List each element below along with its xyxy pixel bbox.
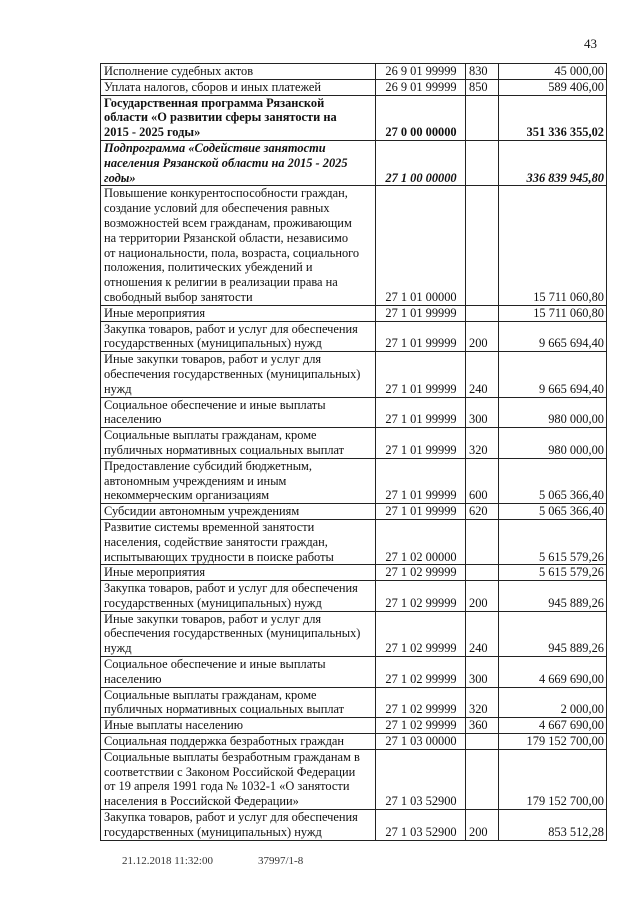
row-code: 27 1 00 00000: [376, 140, 466, 185]
row-type: [466, 305, 499, 321]
row-type: [466, 734, 499, 750]
row-code: 27 1 01 99999: [376, 321, 466, 352]
row-description: Социальные выплаты гражданам, кроме публичных нормативных социальных выплат: [101, 428, 376, 459]
row-amount: 351 336 355,02: [499, 95, 607, 140]
row-code: 27 1 02 99999: [376, 718, 466, 734]
row-type: 320: [466, 687, 499, 718]
row-type: 300: [466, 397, 499, 428]
table-row: [101, 687, 607, 718]
row-code: 27 1 01 99999: [376, 397, 466, 428]
row-type: 300: [466, 657, 499, 688]
row-description: Повышение конкурентоспособности граждан, создание условий для обеспечения равных возможностей всем гражданам, проживающим на территории Рязанской области, независимо от национальности, пола, возраста, социального положения, политических убеждений и отношения к религии в реализации права на свободный выбор занятости: [101, 186, 376, 305]
row-description: Социальные выплаты безработным гражданам в соответствии с Законом Российской Федерации от 19 апреля 1991 года № 1032-1 «О занятости населения в Российской Федерации»: [101, 749, 376, 809]
row-amount: 15 711 060,80: [499, 305, 607, 321]
row-type: 200: [466, 321, 499, 352]
row-description: Иные мероприятия: [101, 565, 376, 581]
row-amount: 15 711 060,80: [499, 186, 607, 305]
row-description: Социальные выплаты гражданам, кроме публичных нормативных социальных выплат: [101, 687, 376, 718]
row-amount: 5 615 579,26: [499, 565, 607, 581]
row-amount: 853 512,28: [499, 810, 607, 841]
table-row: [101, 749, 607, 809]
row-code: 27 1 02 99999: [376, 565, 466, 581]
row-type: 320: [466, 428, 499, 459]
row-amount: 179 152 700,00: [499, 734, 607, 750]
row-description: Государственная программа Рязанской области «О развитии сферы занятости на 2015 - 2025 годы»: [101, 95, 376, 140]
row-type: 600: [466, 458, 499, 503]
row-type: [466, 519, 499, 564]
table-row: [101, 305, 607, 321]
table-row: [101, 810, 607, 841]
footer-timestamp: 21.12.2018 11:32:00: [122, 855, 213, 867]
table-row: [101, 611, 607, 656]
footer-document-id: 37997/1-8: [258, 855, 304, 867]
row-amount: 945 889,26: [499, 611, 607, 656]
table-row-program: [101, 95, 607, 140]
row-code: 27 1 03 52900: [376, 749, 466, 809]
table-row: [101, 718, 607, 734]
table-row: [101, 397, 607, 428]
row-code: 27 1 02 99999: [376, 581, 466, 612]
row-code: 27 1 02 99999: [376, 657, 466, 688]
row-amount: 45 000,00: [499, 64, 607, 80]
table-row-subprogram: [101, 140, 607, 185]
row-type: 620: [466, 504, 499, 520]
row-code: 27 1 02 99999: [376, 611, 466, 656]
row-type: 200: [466, 810, 499, 841]
row-amount: 9 665 694,40: [499, 352, 607, 397]
row-amount: 980 000,00: [499, 428, 607, 459]
table-row: [101, 581, 607, 612]
row-code: 27 1 01 99999: [376, 305, 466, 321]
row-amount: 4 667 690,00: [499, 718, 607, 734]
row-code: 27 1 01 99999: [376, 428, 466, 459]
row-code: 27 1 02 99999: [376, 687, 466, 718]
table-row: [101, 64, 607, 80]
row-code: 27 1 03 00000: [376, 734, 466, 750]
row-code: 27 1 02 00000: [376, 519, 466, 564]
row-description: Иные закупки товаров, работ и услуг для обеспечения государственных (муниципальных) нужд: [101, 352, 376, 397]
row-description: Социальное обеспечение и иные выплаты населению: [101, 397, 376, 428]
row-code: 26 9 01 99999: [376, 79, 466, 95]
table-row: [101, 519, 607, 564]
row-amount: 336 839 945,80: [499, 140, 607, 185]
row-type: [466, 95, 499, 140]
row-code: 26 9 01 99999: [376, 64, 466, 80]
table-row: [101, 352, 607, 397]
row-type: 240: [466, 611, 499, 656]
row-description: Иные мероприятия: [101, 305, 376, 321]
row-description: Закупка товаров, работ и услуг для обеспечения государственных (муниципальных) нужд: [101, 581, 376, 612]
table-row: [101, 186, 607, 305]
table-row: [101, 657, 607, 688]
row-description: Подпрограмма «Содействие занятости населения Рязанской области на 2015 - 2025 годы»: [101, 140, 376, 185]
row-type: [466, 565, 499, 581]
row-amount: 4 669 690,00: [499, 657, 607, 688]
row-amount: 589 406,00: [499, 79, 607, 95]
row-amount: 9 665 694,40: [499, 321, 607, 352]
row-amount: 5 065 366,40: [499, 458, 607, 503]
table-row: [101, 565, 607, 581]
row-code: 27 1 01 99999: [376, 352, 466, 397]
row-amount: 2 000,00: [499, 687, 607, 718]
row-type: 200: [466, 581, 499, 612]
table-row: [101, 734, 607, 750]
row-amount: 179 152 700,00: [499, 749, 607, 809]
row-description: Социальная поддержка безработных граждан: [101, 734, 376, 750]
row-type: [466, 749, 499, 809]
page-number: 43: [584, 36, 597, 51]
row-description: Субсидии автономным учреждениям: [101, 504, 376, 520]
row-description: Социальное обеспечение и иные выплаты населению: [101, 657, 376, 688]
row-type: [466, 186, 499, 305]
row-amount: 945 889,26: [499, 581, 607, 612]
row-amount: 5 065 366,40: [499, 504, 607, 520]
row-description: Исполнение судебных актов: [101, 64, 376, 80]
row-type: 240: [466, 352, 499, 397]
row-code: 27 1 01 99999: [376, 458, 466, 503]
table-row: [101, 79, 607, 95]
row-description: Уплата налогов, сборов и иных платежей: [101, 79, 376, 95]
table-row: [101, 321, 607, 352]
row-code: 27 1 01 00000: [376, 186, 466, 305]
row-description: Развитие системы временной занятости населения, содействие занятости граждан, испытывающих трудности в поиске работы: [101, 519, 376, 564]
row-description: Иные закупки товаров, работ и услуг для обеспечения государственных (муниципальных) нужд: [101, 611, 376, 656]
row-amount: 5 615 579,26: [499, 519, 607, 564]
row-description: Иные выплаты населению: [101, 718, 376, 734]
table-row: [101, 428, 607, 459]
row-type: 360: [466, 718, 499, 734]
row-amount: 980 000,00: [499, 397, 607, 428]
table-row: [101, 504, 607, 520]
row-description: Закупка товаров, работ и услуг для обеспечения государственных (муниципальных) нужд: [101, 810, 376, 841]
row-type: 850: [466, 79, 499, 95]
row-type: [466, 140, 499, 185]
table-row: [101, 458, 607, 503]
budget-table: [100, 63, 607, 841]
row-description: Предоставление субсидий бюджетным, автономным учреждениям и иным некоммерческим организациям: [101, 458, 376, 503]
row-type: 830: [466, 64, 499, 80]
row-code: 27 1 03 52900: [376, 810, 466, 841]
row-code: 27 0 00 00000: [376, 95, 466, 140]
row-code: 27 1 01 99999: [376, 504, 466, 520]
row-description: Закупка товаров, работ и услуг для обеспечения государственных (муниципальных) нужд: [101, 321, 376, 352]
